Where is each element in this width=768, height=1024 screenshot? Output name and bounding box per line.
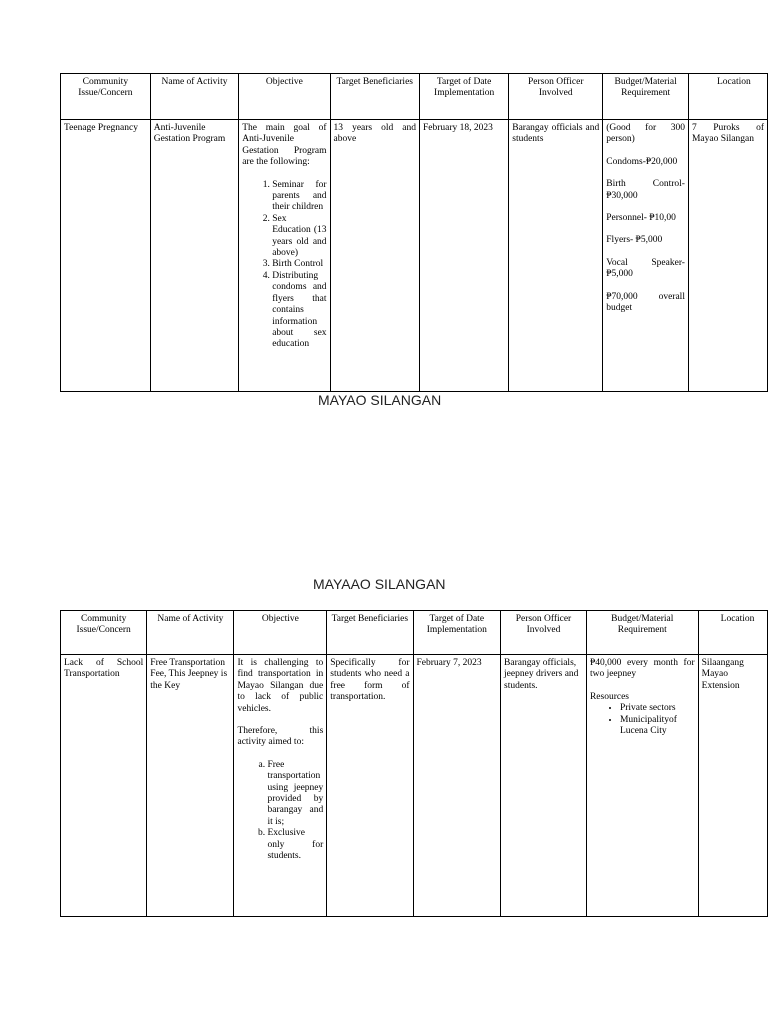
cell-target-date: February 18, 2023 xyxy=(420,120,509,392)
header-objective: Objective xyxy=(239,74,330,120)
section-title: MAYAAO SILANGAN xyxy=(313,576,446,592)
cell-target-beneficiaries: 13 years old and above xyxy=(330,120,419,392)
budget-line: (Good for 300 person) xyxy=(606,123,685,145)
cell-activity-name: Free Transportation Fee, This Jeepney is the Key xyxy=(147,655,234,917)
header-activity-name: Name of Activity xyxy=(150,74,238,120)
header-community-issue: Community Issue/Concern xyxy=(61,74,151,120)
list-item: b. Exclusive only for students. xyxy=(267,828,323,862)
section-title: MAYAO SILANGAN xyxy=(318,392,442,408)
header-target-date: Target of Date Implementation xyxy=(413,611,501,655)
cell-objective xyxy=(239,120,330,392)
cell-community-issue: Teenage Pregnancy xyxy=(61,120,151,392)
list-item: 2. Sex Education (13 years old and above) xyxy=(272,214,326,260)
table-header-row xyxy=(61,74,768,120)
objective-list xyxy=(237,760,323,863)
objective-intro-2: Therefore, this activity aimed to: xyxy=(237,726,324,748)
cell-budget xyxy=(603,120,689,392)
activity-table-2 xyxy=(60,610,768,917)
budget-line: Condoms-₱20,000 xyxy=(606,156,678,167)
table-row xyxy=(61,120,768,392)
header-budget: Budget/Material Requirement xyxy=(586,611,698,655)
budget-line: Flyers- ₱5,000 xyxy=(606,235,663,246)
cell-target-date: February 7, 2023 xyxy=(413,655,501,917)
header-budget: Budget/Material Requirement xyxy=(603,74,689,120)
header-objective: Objective xyxy=(234,611,327,655)
budget-main: ₱40,000 every month for two jeepney xyxy=(589,658,695,680)
budget-line: Birth Control- ₱30,000 xyxy=(606,179,685,201)
header-location: Location xyxy=(698,611,767,655)
header-target-date: Target of Date Implementation xyxy=(420,74,509,120)
cell-objective xyxy=(234,655,327,917)
list-item: • Municipalityof Lucena City xyxy=(620,715,695,738)
cell-location: 7 Puroks of Mayao Silangan xyxy=(688,120,767,392)
cell-person-officer: Barangay officials and students xyxy=(509,120,603,392)
table-header-row xyxy=(61,611,768,655)
objective-list xyxy=(242,180,326,351)
header-community-issue: Community Issue/Concern xyxy=(61,611,147,655)
list-item: 4. Distributing condoms and flyers that contains information about sex education xyxy=(272,271,326,351)
activity-table-1 xyxy=(60,73,768,392)
header-location: Location xyxy=(688,74,767,120)
cell-budget xyxy=(586,655,698,917)
list-item: a. Free transportation using jeepney provided by barangay and it is; xyxy=(267,760,323,828)
header-target-beneficiaries: Target Beneficiaries xyxy=(327,611,413,655)
header-target-beneficiaries: Target Beneficiaries xyxy=(330,74,419,120)
cell-location: Silaangang Mayao Extension xyxy=(698,655,767,917)
cell-community-issue: Lack of School Transportation xyxy=(61,655,147,917)
header-person-officer: Person Officer Involved xyxy=(509,74,603,120)
resources-list xyxy=(590,703,695,737)
resources-label: Resources xyxy=(589,691,629,702)
cell-activity-name: Anti-Juvenile Gestation Program xyxy=(150,120,238,392)
cell-target-beneficiaries: Specifically for students who need a free form of transportation. xyxy=(327,655,413,917)
table-row xyxy=(61,655,768,917)
cell-person-officer: Barangay officials, jeepney drivers and students. xyxy=(501,655,587,917)
header-person-officer: Person Officer Involved xyxy=(501,611,587,655)
objective-intro: The main goal of Anti-Juvenile Gestation Program are the following: xyxy=(242,123,327,168)
objective-intro: It is challenging to find transportation in Mayao Silangan due to lack of public vehicles. xyxy=(237,658,324,714)
list-item: 3. Birth Control xyxy=(272,259,326,270)
list-item: 1. Seminar for parents and their children xyxy=(272,180,326,214)
list-item: • Private sectors xyxy=(620,703,695,714)
header-activity-name: Name of Activity xyxy=(147,611,234,655)
budget-line: Vocal Speaker- ₱5,000 xyxy=(606,257,685,280)
budget-line: ₱70,000 overall budget xyxy=(606,291,685,314)
budget-line: Personnel- ₱10,00 xyxy=(606,213,676,224)
